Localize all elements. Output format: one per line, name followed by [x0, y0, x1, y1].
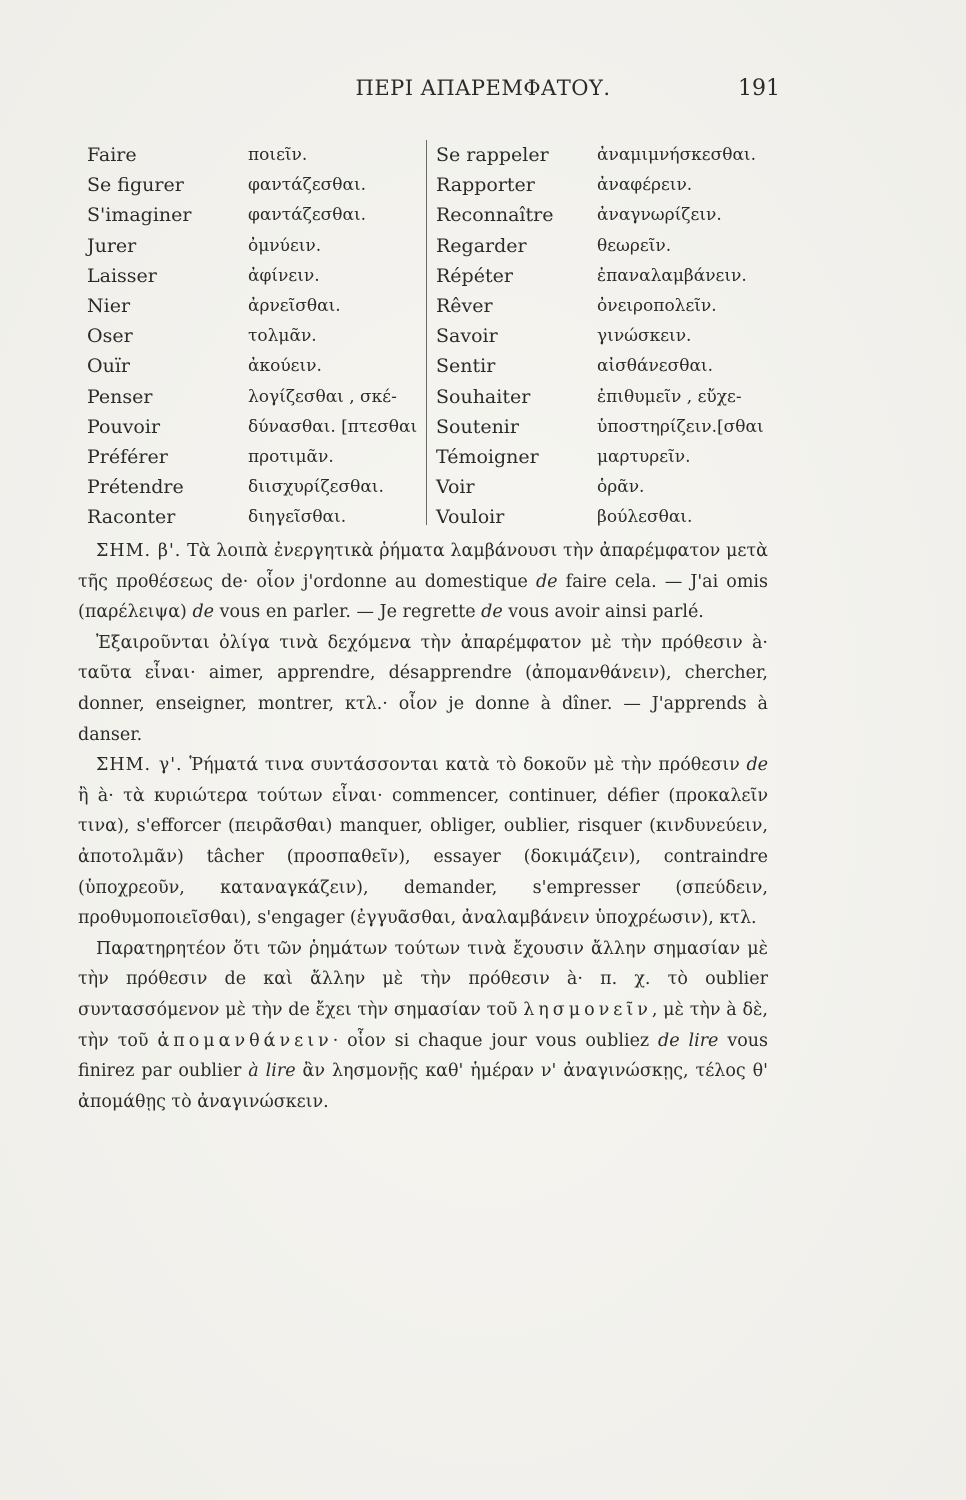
- verb-fr: Prétendre: [87, 476, 184, 499]
- greek-verbs-right: [597, 140, 764, 533]
- verb-gr: φαντάζεσθαι.: [248, 205, 367, 226]
- greek-verbs-left: [248, 140, 417, 533]
- verb-fr: Savoir: [436, 325, 498, 348]
- note-marker: ΣΗΜ. γ'.: [96, 755, 183, 776]
- verb-gr: ποιεῖν.: [248, 145, 308, 165]
- verb-gr: ἀναφέρειν.: [597, 175, 693, 196]
- verb-fr: Se rappeler: [436, 144, 549, 166]
- running-header: ΠΕΡΙ ΑΠΑΡΕΜΦΑΤΟΥ.: [355, 76, 611, 100]
- grammar-notes: [78, 536, 768, 1117]
- verb-gr: ὀνειροπολεῖν.: [597, 296, 717, 317]
- verb-fr: S'imaginer: [87, 204, 192, 227]
- verb-fr: Ouïr: [87, 355, 130, 378]
- verb-gr: αἰσθάνεσθαι.: [597, 356, 713, 377]
- observation-paragraph: Παρατηρητέον ὅτι τῶν ῥημάτων τούτων τινὰ ἔχουσιν ἄλλην σημασίαν μὲ τὴν πρόθεσιν de καὶ ἄλλην μὲ τὴν πρόθεσιν à· π. χ. τὸ oublier συντασσόμενον μὲ τὴν de ἔχει τὴν σημασίαν τοῦ λησμονεῖν, μὲ τὴν à δὲ, τὴν τοῦ ἀπομανθάνειν· οἷον si chaque jour vous oubliez de lire vous finirez par oublier à lire ἂν λησμονῇς καθ' ἡμέραν ν' ἀναγινώσκῃς, τέλος θ' ἀπομάθῃς τὸ ἀναγινώσκειν.: [78, 938, 768, 1112]
- verb-fr: Oser: [87, 325, 133, 348]
- verb-fr: Rapporter: [436, 174, 535, 197]
- verb-gr: γινώσκειν.: [597, 326, 692, 347]
- verb-gr: ἀναγνωρίζειν.: [597, 205, 722, 226]
- verb-gr: διισχυρίζεσθαι.: [248, 477, 384, 498]
- verb-gr: μαρτυρεῖν.: [597, 447, 691, 468]
- verb-fr: Penser: [87, 385, 153, 408]
- verb-fr: Soutenir: [436, 415, 519, 438]
- note-marker: ΣΗΜ. β'.: [96, 541, 182, 561]
- verb-fr: Nier: [87, 295, 131, 318]
- verb-fr: Répéter: [436, 264, 513, 287]
- verb-gr: ὁρᾶν.: [597, 477, 645, 498]
- verb-gr: διηγεῖσθαι.: [248, 507, 347, 528]
- verb-fr: Rêver: [436, 295, 493, 318]
- verb-fr: Témoigner: [436, 446, 539, 469]
- note-gamma-paragraph: ΣΗΜ. γ'. Ῥήματά τινα συντάσσονται κατὰ τὸ δοκοῦν μὲ τὴν πρόθεσιν de ἢ à· τὰ κυριώτερα τούτων εἶναι· commencer, continuer, défier (προκαλεῖν τινα), s'efforcer (πειρᾶσθαι) manquer, obliger, oublier, risquer (κινδυνεύειν, ἀποτολμᾶν) tâcher (προσπαθεῖν), essayer (δοκιμάζειν), contraindre (ὑποχρεοῦν, καταναγκάζειν), demander, s'empresser (σπεύδειν, προθυμοποιεῖσθαι), s'engager (ἐγγυᾶσθαι, ἀναλαμβάνειν ὑποχρέωσιν), κτλ.: [78, 755, 768, 929]
- verb-gr: προτιμᾶν.: [248, 447, 334, 468]
- verb-fr: Raconter: [87, 506, 176, 529]
- verb-gr: λογίζεσθαι , σκέ-: [248, 386, 397, 407]
- verb-gr: ἀναμιμνήσκεσθαι.: [597, 145, 757, 165]
- column-divider: [426, 140, 427, 525]
- verb-gr: ὀμνύειν.: [248, 235, 322, 256]
- verb-fr: Se figurer: [87, 174, 184, 197]
- verb-gr: ἀρνεῖσθαι.: [248, 296, 341, 317]
- verb-fr: Laisser: [87, 264, 157, 287]
- verb-gr: τολμᾶν.: [248, 326, 317, 347]
- verb-gr: βούλεσθαι.: [597, 507, 693, 528]
- page-number: 191: [738, 76, 780, 101]
- verb-gr: φαντάζεσθαι.: [248, 175, 367, 196]
- verb-gr: δύνασθαι. [πτεσθαι: [248, 416, 418, 437]
- verb-gr: θεωρεῖν.: [597, 235, 672, 256]
- verb-gr: ἐπιθυμεῖν , εὔχε-: [597, 386, 742, 407]
- verb-fr: Pouvoir: [87, 415, 161, 438]
- french-verbs-right: [436, 140, 553, 533]
- verb-fr: Jurer: [87, 234, 137, 257]
- verb-gr: ἀφίνειν.: [248, 265, 320, 286]
- verb-fr: Préférer: [87, 446, 168, 469]
- verb-gr: ἀκούειν.: [248, 356, 322, 377]
- verb-fr: Reconnaître: [436, 204, 554, 227]
- verb-gr: ὑποστηρίζειν.[σθαι: [597, 416, 764, 437]
- verb-fr: Regarder: [436, 234, 527, 257]
- french-verbs-left: [87, 140, 191, 533]
- verb-gr: ἐπαναλαμβάνειν.: [597, 265, 747, 286]
- exceptions-paragraph: Ἐξαιροῦνται ὀλίγα τινὰ δεχόμενα τὴν ἀπαρέμφατον μὲ τὴν πρόθεσιν à· ταῦτα εἶναι· aimer, apprendre, désapprendre (ἀπομανθάνειν), chercher, donner, enseigner, montrer, κτλ.· οἷον je donne à dîner. — J'apprends à danser.: [78, 632, 768, 745]
- verb-fr: Sentir: [436, 355, 496, 378]
- verb-fr: Voir: [436, 476, 475, 499]
- verb-fr: Faire: [87, 144, 137, 166]
- verb-fr: Vouloir: [436, 506, 505, 529]
- note-beta-paragraph: ΣΗΜ. β'. Τὰ λοιπὰ ἐνεργητικὰ ῥήματα λαμβάνουσι τὴν ἀπαρέμφατον μετὰ τῆς προθέσεως de· οἷον j'ordonne au domestique de faire cela. — J'ai omis (παρέλειψα) de vous en parler. — Je regrette de vous avoir ainsi parlé.: [78, 541, 769, 623]
- verb-fr: Souhaiter: [436, 385, 531, 408]
